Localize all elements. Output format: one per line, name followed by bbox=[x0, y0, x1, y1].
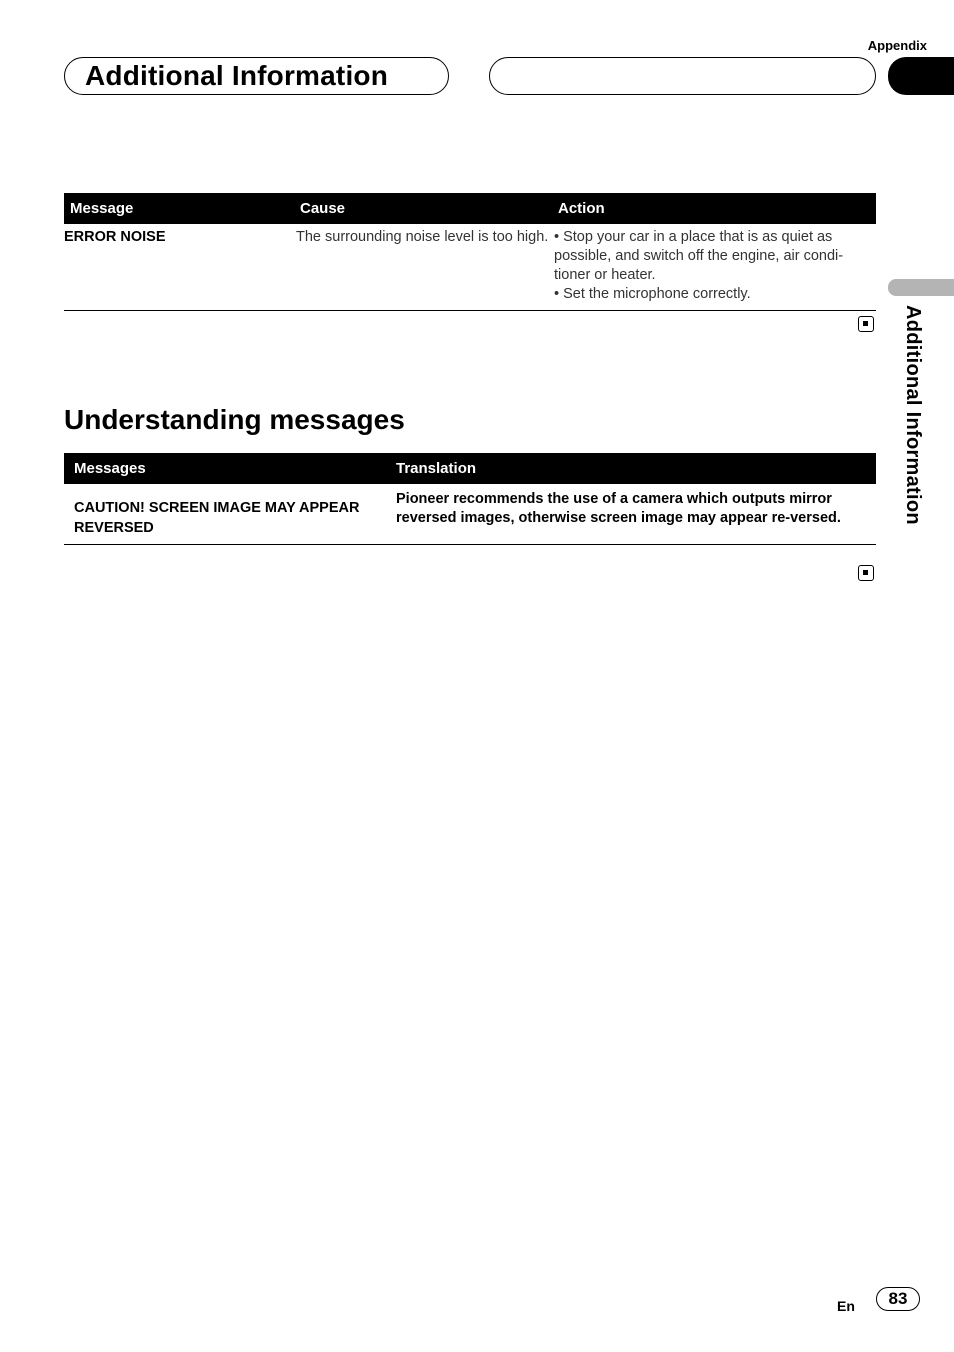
side-index-tab bbox=[888, 279, 954, 296]
chapter-title-pill bbox=[64, 57, 449, 95]
action-item: • Stop your car in a place that is as quiet as possible, and switch off the engine, air condi-tioner or heater. bbox=[554, 229, 844, 283]
message-cell: CAUTION! SCREEN IMAGE MAY APPEAR REVERSED bbox=[74, 500, 360, 536]
column-header-message: Message bbox=[64, 193, 294, 224]
header-decorative-pill bbox=[489, 57, 876, 95]
side-label: Additional Information bbox=[902, 305, 924, 525]
language-code: En bbox=[837, 1298, 855, 1314]
column-header-cause: Cause bbox=[294, 193, 552, 224]
messages-table bbox=[64, 453, 876, 545]
table-row bbox=[64, 484, 876, 545]
action-cell bbox=[552, 224, 876, 311]
message-cell: ERROR NOISE bbox=[64, 229, 166, 245]
side-label-container bbox=[896, 305, 926, 565]
column-header-action: Action bbox=[552, 193, 876, 224]
column-header-translation: Translation bbox=[386, 453, 876, 484]
end-of-section-icon bbox=[858, 565, 874, 581]
cause-cell: The surrounding noise level is too high. bbox=[296, 229, 549, 245]
table-row bbox=[64, 224, 876, 311]
section-label: Appendix bbox=[867, 38, 927, 53]
page-number: 83 bbox=[876, 1287, 920, 1311]
column-header-messages: Messages bbox=[64, 453, 386, 484]
end-of-section-icon bbox=[858, 316, 874, 332]
header-black-tab bbox=[888, 57, 954, 95]
action-item: • Set the microphone correctly. bbox=[554, 286, 751, 302]
translation-cell: Pioneer recommends the use of a camera which outputs mirror reversed images, otherwise screen image may appear re-versed. bbox=[396, 491, 841, 526]
chapter-title: Additional Information bbox=[85, 60, 389, 91]
section-heading: Understanding messages bbox=[64, 404, 405, 435]
error-message-table bbox=[64, 193, 876, 311]
